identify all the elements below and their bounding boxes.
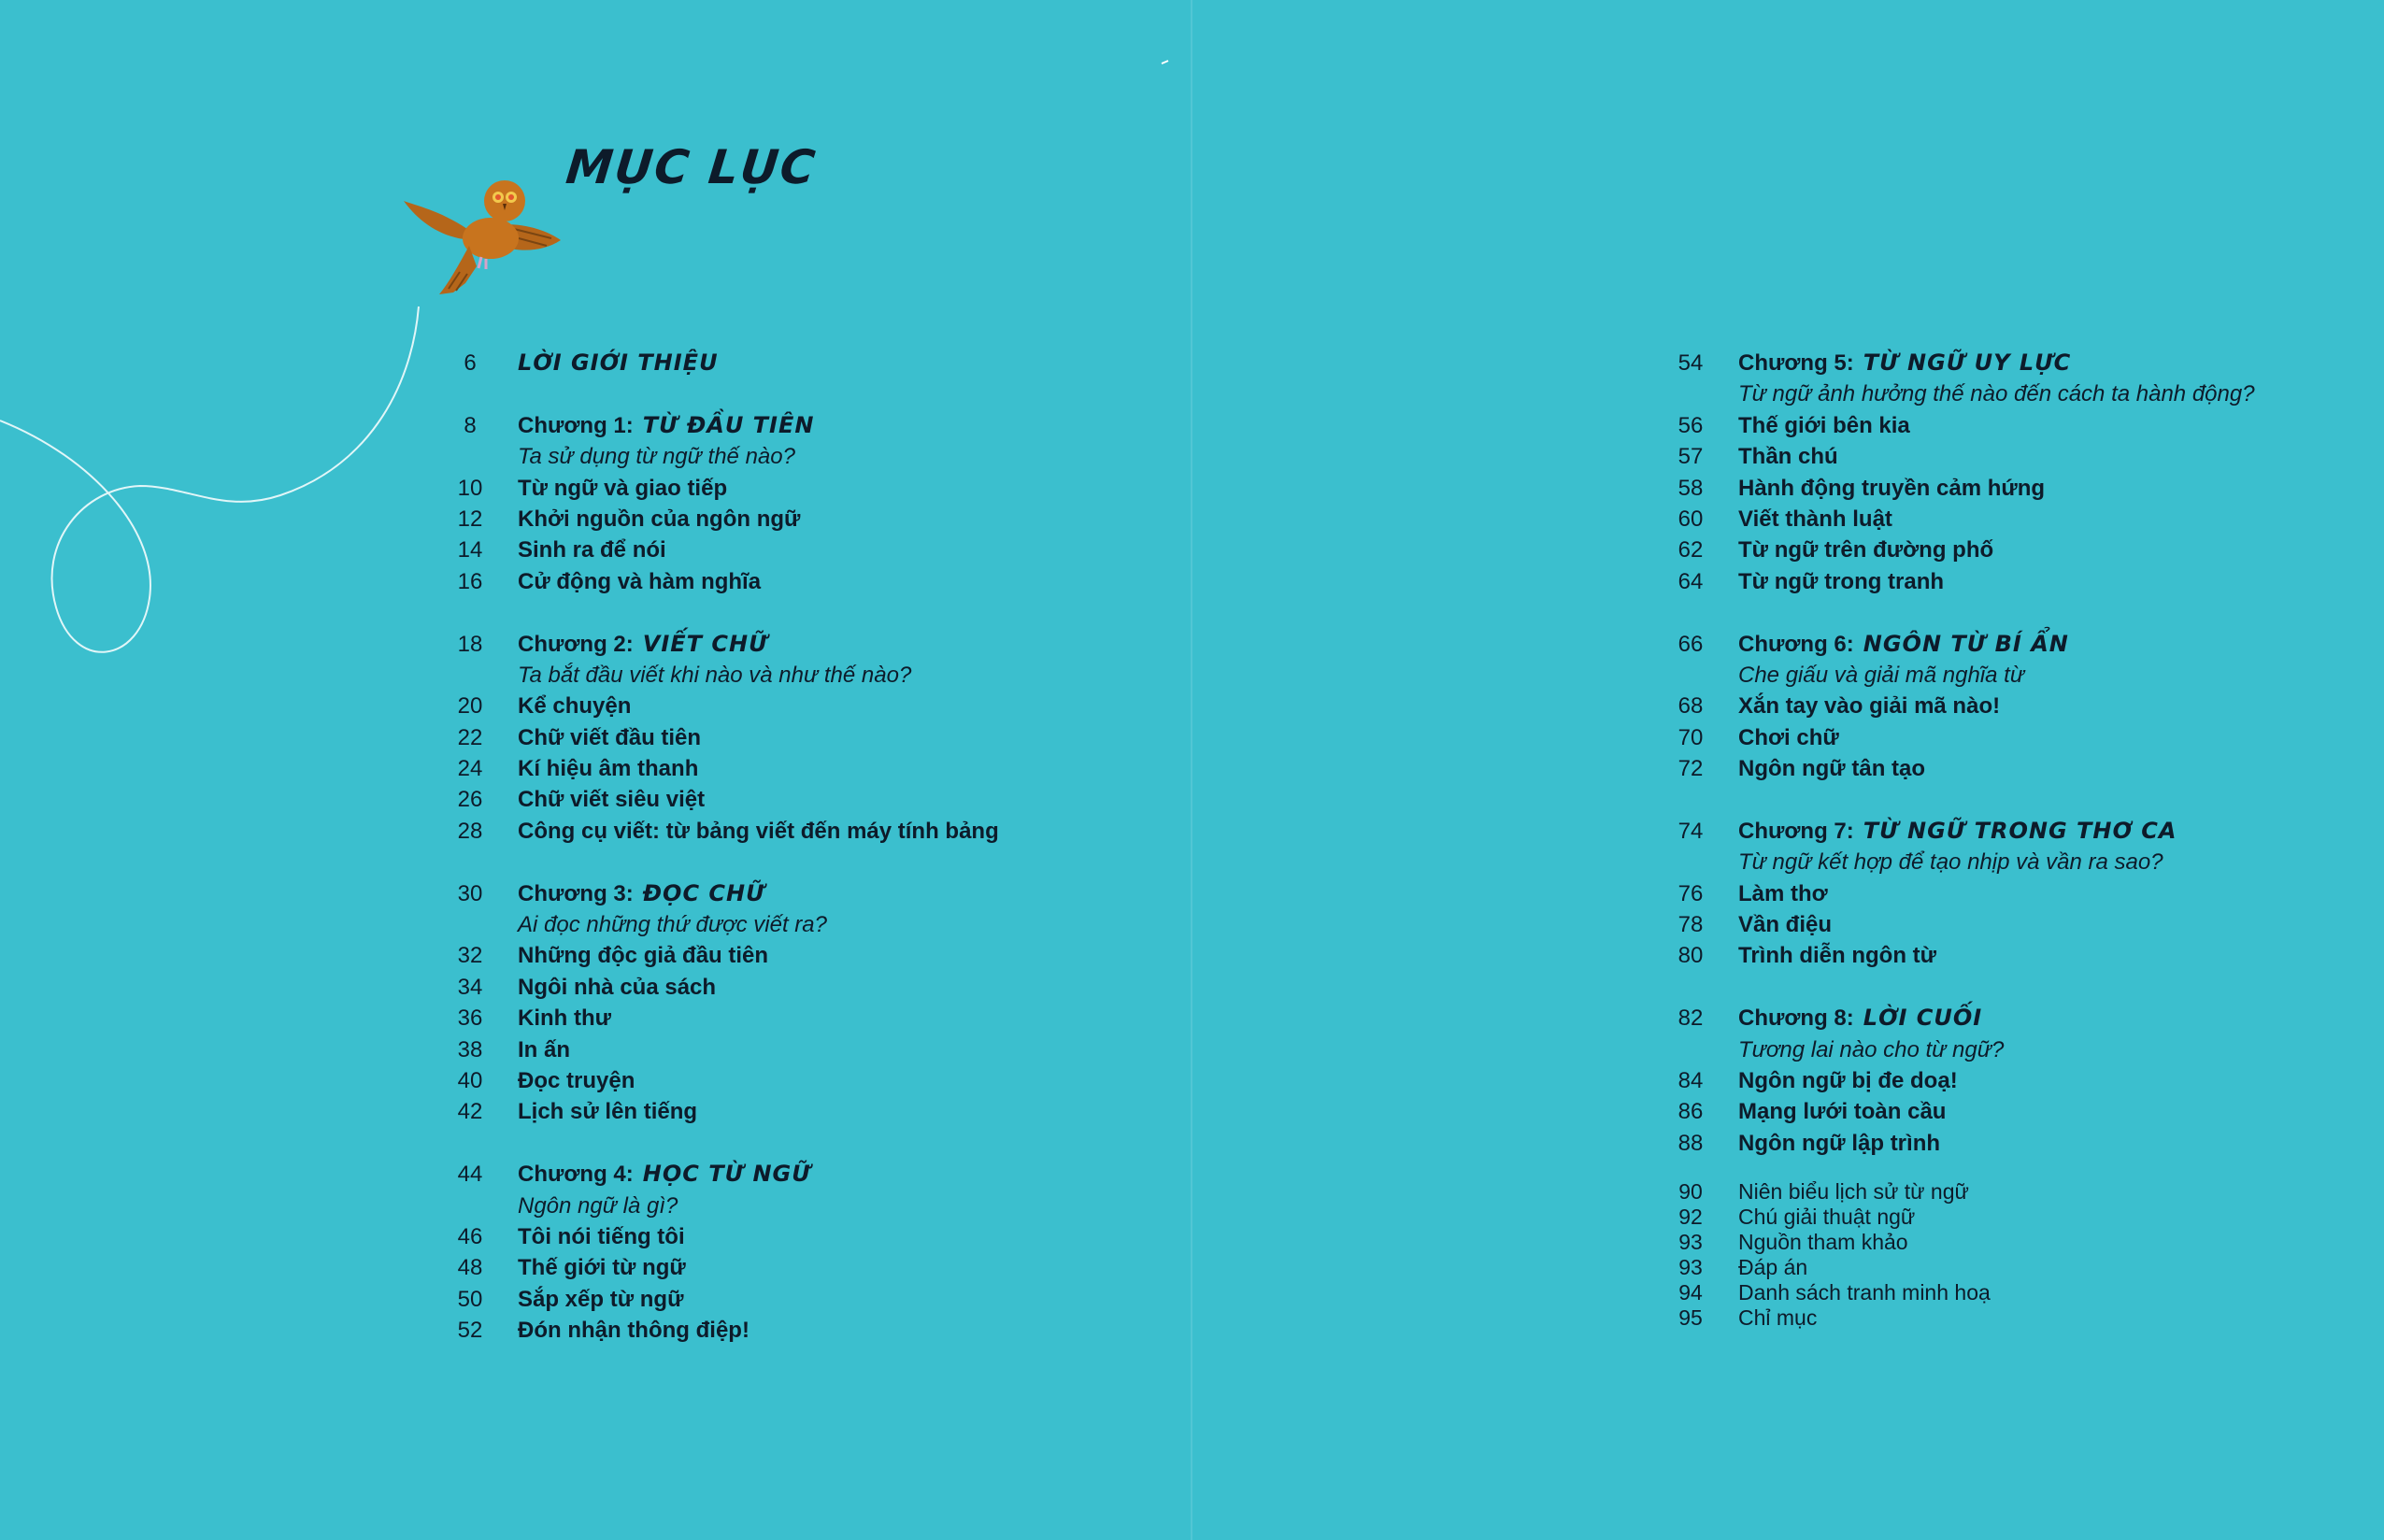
chapter-subtitle (432, 1191, 999, 1221)
page-number: 56 (1677, 412, 1704, 438)
toc-entry (432, 940, 999, 971)
entry-title: Chữ viết siêu việt (518, 787, 706, 813)
page-number: 82 (1677, 1005, 1704, 1032)
entry-title: Thần chú (1738, 444, 1838, 470)
chapter-heading (1652, 816, 2255, 847)
chapter-subtitle (1652, 847, 2255, 877)
intro-title: LỜI GIỚI THIỆU (518, 349, 719, 376)
chapter-subtitle-text: Từ ngữ kết hợp để tạo nhịp và vần ra sao? (1738, 849, 2163, 876)
chapter-heading (1652, 348, 2255, 378)
back-matter-entry (1652, 1205, 2255, 1230)
toc-entry (1652, 722, 2255, 753)
entry-title: Thế giới bên kia (1738, 412, 1910, 438)
chapter-name: ĐỌC CHỮ (642, 879, 765, 906)
chapter-name: VIẾT CHỮ (642, 630, 768, 657)
chapter-subtitle (1652, 378, 2255, 409)
entry-title: Sinh ra để nói (518, 537, 666, 563)
toc-entry (432, 691, 999, 721)
chapter-subtitle-text: Ngôn ngữ là gì? (518, 1192, 678, 1219)
page-number: 64 (1677, 568, 1704, 594)
toc-entry (1652, 535, 2255, 565)
chapter-subtitle (1652, 1034, 2255, 1065)
page-number: 95 (1678, 1305, 1703, 1331)
entry-title: Kinh thư (518, 1005, 612, 1032)
entry-title: Khởi nguồn của ngôn ngữ (518, 506, 801, 532)
page-number: 10 (457, 475, 483, 501)
back-matter-entry (1652, 1255, 2255, 1280)
toc-entry (1652, 1065, 2255, 1096)
page-number: 76 (1677, 880, 1704, 906)
page-number: 48 (457, 1255, 483, 1281)
page-number: 50 (457, 1286, 483, 1312)
page-number: 24 (457, 756, 483, 782)
toc-entry (1652, 441, 2255, 472)
chapter-subtitle-text: Ai đọc những thứ được viết ra? (518, 912, 827, 938)
toc-entry (432, 1221, 999, 1252)
toc-column-right (1652, 348, 2255, 1331)
toc-entry (1652, 878, 2255, 909)
entry-title: In ấn (518, 1036, 571, 1062)
toc-entry (432, 722, 999, 753)
entry-title: Những độc giả đầu tiên (518, 943, 769, 969)
entry-title: Chú giải thuật ngữ (1738, 1205, 1916, 1230)
chapter-subtitle-text: Ta sử dụng từ ngữ thế nào? (518, 444, 795, 470)
entry-title: Chữ viết đầu tiên (518, 724, 702, 750)
chapter-label: Chương 6: (1738, 631, 1854, 657)
toc-entry (432, 1003, 999, 1034)
toc-entry (432, 1034, 999, 1065)
chapter-name: TỪ NGỮ TRONG THƠ CA (1863, 817, 2177, 844)
chapter-subtitle (432, 441, 999, 472)
page-number: 14 (457, 537, 483, 563)
page-number: 46 (457, 1223, 483, 1249)
toc-entry (432, 535, 999, 565)
toc-entry (432, 1065, 999, 1096)
chapter-heading (1652, 1003, 2255, 1034)
toc-entry (1652, 410, 2255, 441)
page-number: 92 (1678, 1205, 1703, 1230)
entry-title: Đáp án (1738, 1255, 1808, 1280)
entry-title: Sắp xếp từ ngữ (518, 1286, 684, 1312)
entry-title: Công cụ viết: từ bảng viết đến máy tính bảng (518, 818, 999, 844)
entry-title: Trình diễn ngôn từ (1738, 943, 1937, 969)
toc-entry (1652, 504, 2255, 535)
entry-title: Danh sách tranh minh hoạ (1738, 1280, 1991, 1305)
page-number: 34 (457, 974, 483, 1000)
page-number: 74 (1677, 818, 1704, 844)
page-number: 40 (457, 1067, 483, 1093)
chapter-subtitle (432, 909, 999, 940)
entry-title: Tôi nói tiếng tôi (518, 1223, 685, 1249)
entry-title: Đón nhận thông điệp! (518, 1318, 749, 1344)
entry-title: Ngôi nhà của sách (518, 974, 717, 1000)
toc-entry (1652, 753, 2255, 784)
entry-title: Ngôn ngữ bị đe doạ! (1738, 1067, 1958, 1093)
page-number: 78 (1677, 912, 1704, 938)
page-number: 94 (1678, 1280, 1703, 1305)
chapter-name: NGÔN TỪ BÍ ẨN (1863, 630, 2069, 657)
toc-column-left (432, 348, 999, 1347)
page-number: 26 (457, 787, 483, 813)
entry-title: Làm thơ (1738, 880, 1828, 906)
page-number: 88 (1677, 1130, 1704, 1156)
chapter-heading (432, 629, 999, 660)
page-number: 22 (457, 724, 483, 750)
entry-title: Kể chuyện (518, 693, 632, 720)
chapter-name: LỜI CUỐI (1863, 1005, 1983, 1032)
chapter-subtitle-text: Từ ngữ ảnh hưởng thế nào đến cách ta hành động? (1738, 381, 2255, 407)
page-number: 60 (1677, 506, 1704, 532)
toc-entry (432, 753, 999, 784)
back-matter-entry (1652, 1179, 2255, 1205)
page-number: 62 (1677, 537, 1704, 563)
entry-title: Kí hiệu âm thanh (518, 756, 699, 782)
entry-title: Chỉ mục (1738, 1305, 1818, 1331)
page-number: 44 (457, 1162, 483, 1188)
toc-entry (432, 1315, 999, 1346)
entry-title: Viết thành luật (1738, 506, 1892, 532)
entry-title: Hành động truyền cảm hứng (1738, 475, 2046, 501)
chapter-label: Chương 4: (518, 1162, 634, 1188)
entry-title: Mạng lưới toàn cầu (1738, 1099, 1947, 1125)
page-number: 68 (1677, 693, 1704, 720)
page-number: 93 (1678, 1255, 1703, 1280)
bird-illustration (402, 173, 561, 304)
toc-entry (432, 473, 999, 504)
toc-entry (1652, 1128, 2255, 1159)
page-number: 86 (1677, 1099, 1704, 1125)
entry-title: Cử động và hàm nghĩa (518, 568, 762, 594)
chapter-subtitle (1652, 660, 2255, 691)
toc-entry (432, 566, 999, 597)
entry-title: Thế giới từ ngữ (518, 1255, 686, 1281)
page-number: 90 (1678, 1179, 1703, 1205)
toc-entry (432, 972, 999, 1003)
entry-title: Nguồn tham khảo (1738, 1230, 1908, 1255)
back-matter-entry (1652, 1305, 2255, 1331)
page-number: 20 (457, 693, 483, 720)
page-number: 72 (1677, 756, 1704, 782)
back-matter-list (1652, 1179, 2255, 1331)
page-number: 18 (457, 631, 483, 657)
back-matter-entry (1652, 1230, 2255, 1255)
toc-entry (432, 1096, 999, 1127)
page-number: 12 (457, 506, 483, 532)
chapter-subtitle-text: Che giấu và giải mã nghĩa từ (1738, 662, 2025, 688)
toc-entry (1652, 909, 2255, 940)
page-number: 8 (464, 412, 477, 438)
entry-title: Từ ngữ trên đường phố (1738, 537, 1994, 563)
entry-title: Niên biểu lịch sử từ ngữ (1738, 1179, 1969, 1205)
page-number: 28 (457, 818, 483, 844)
entry-title: Ngôn ngữ tân tạo (1738, 756, 1926, 782)
page-number: 58 (1677, 475, 1704, 501)
page-number: 36 (457, 1005, 483, 1032)
chapter-heading (432, 1159, 999, 1190)
toc-entry (1652, 691, 2255, 721)
chapter-label: Chương 5: (1738, 350, 1854, 376)
toc-entry (432, 1252, 999, 1283)
chapter-heading (432, 878, 999, 909)
page-number: 57 (1677, 444, 1704, 470)
entry-title: Vần điệu (1738, 912, 1833, 938)
back-matter-entry (1652, 1280, 2255, 1305)
chapter-heading (1652, 629, 2255, 660)
toc-intro-row (432, 348, 999, 378)
chapter-subtitle (432, 660, 999, 691)
toc-entry (432, 784, 999, 815)
toc-entry (432, 1284, 999, 1315)
page-number: 84 (1677, 1067, 1704, 1093)
page-number: 42 (457, 1099, 483, 1125)
page-number: 16 (457, 568, 483, 594)
page-number: 38 (457, 1036, 483, 1062)
entry-title: Từ ngữ và giao tiếp (518, 475, 728, 501)
page-number: 30 (457, 880, 483, 906)
chapter-name: HỌC TỪ NGỮ (642, 1161, 811, 1188)
chapter-label: Chương 1: (518, 412, 634, 438)
entry-title: Từ ngữ trong tranh (1738, 568, 1945, 594)
toc-entry (1652, 566, 2255, 597)
page-number: 80 (1677, 943, 1704, 969)
toc-entry (432, 816, 999, 847)
toc-entry (1652, 940, 2255, 971)
chapter-name: TỪ ĐẦU TIÊN (642, 411, 815, 438)
chapter-name: TỪ NGỮ UY LỰC (1863, 349, 2072, 376)
entry-title: Đọc truyện (518, 1067, 635, 1093)
chapter-label: Chương 7: (1738, 818, 1854, 844)
chapter-label: Chương 2: (518, 631, 634, 657)
toc-entry (432, 504, 999, 535)
chapter-subtitle-text: Tương lai nào cho từ ngữ? (1738, 1036, 2005, 1062)
page-title: MỤC LỤC (563, 140, 820, 194)
page-number: 6 (464, 350, 477, 376)
page-number: 54 (1677, 350, 1704, 376)
chapter-label: Chương 8: (1738, 1005, 1854, 1032)
page-number: 52 (457, 1318, 483, 1344)
page-number: 70 (1677, 724, 1704, 750)
chapter-heading (432, 410, 999, 441)
page-number: 66 (1677, 631, 1704, 657)
entry-title: Chơi chữ (1738, 724, 1839, 750)
page-number: 93 (1678, 1230, 1703, 1255)
entry-title: Xắn tay vào giải mã nào! (1738, 693, 2001, 720)
chapter-label: Chương 3: (518, 880, 634, 906)
entry-title: Ngôn ngữ lập trình (1738, 1130, 1941, 1156)
chapter-subtitle-text: Ta bắt đầu viết khi nào và như thế nào? (518, 662, 912, 688)
toc-entry (1652, 1096, 2255, 1127)
entry-title: Lịch sử lên tiếng (518, 1099, 698, 1125)
page-number: 32 (457, 943, 483, 969)
toc-entry (1652, 473, 2255, 504)
